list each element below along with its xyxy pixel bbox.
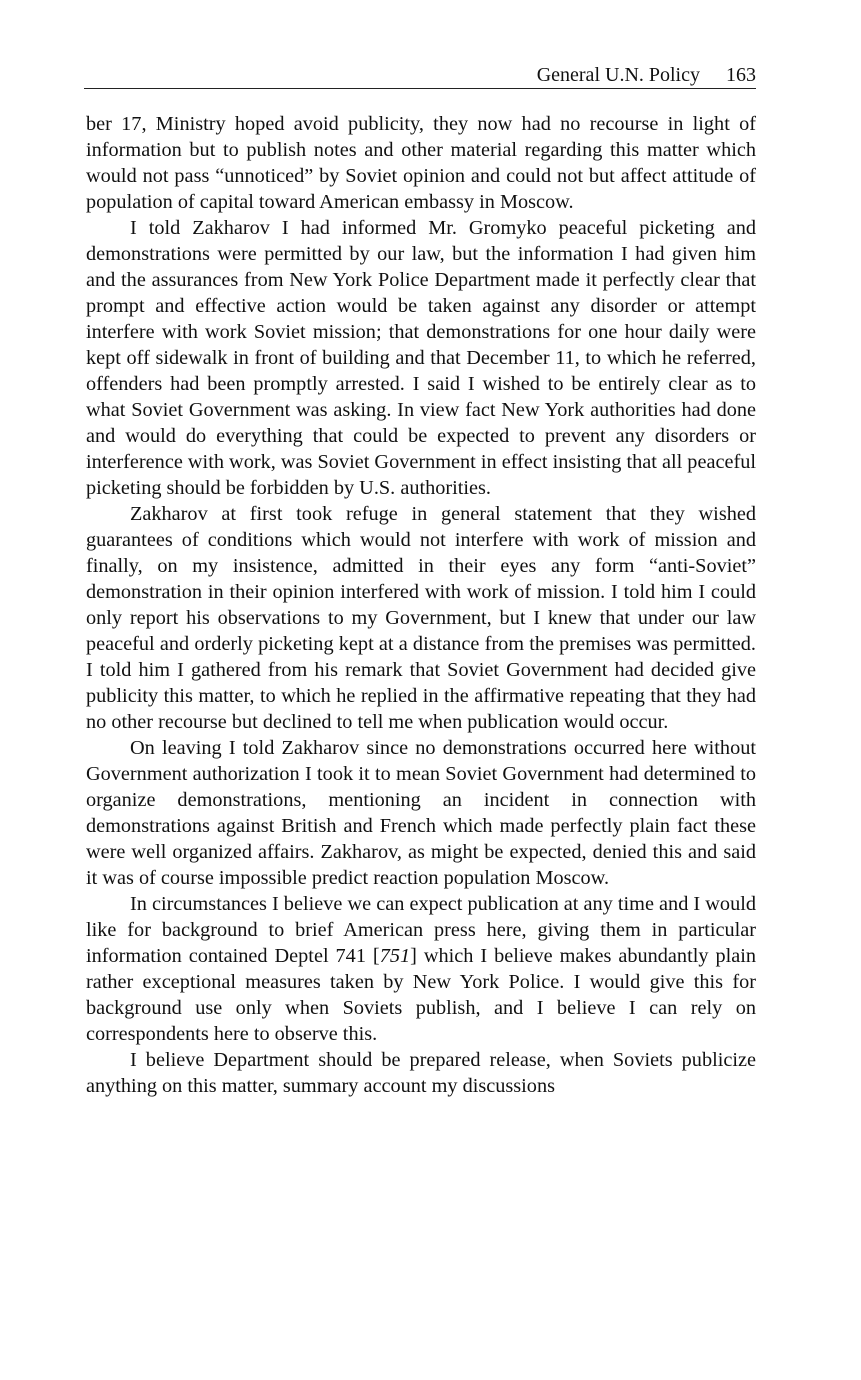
paragraph-5-text-after: ] which I believe makes abundantly plain rather exceptional measures taken by New York Police. I would give this for background use only when Soviets publish, and I believe I can rely on correspondents here to observe this. bbox=[86, 945, 756, 1045]
running-header bbox=[84, 62, 756, 89]
paragraph-6: I believe Department should be prepared release, when Soviets publicize anything on this matter, summary account my discussions bbox=[86, 1049, 756, 1097]
running-title: General U.N. Policy bbox=[536, 64, 700, 86]
page-number: 163 bbox=[726, 64, 756, 86]
paragraph-5 bbox=[86, 891, 756, 1047]
document-reference-number: 751 bbox=[379, 945, 411, 967]
paragraph-5-text-before: In circumstances I believe we can expect publication at any time and I would like for background to brief American press here, giving them in particular information contained Deptel 741 [ bbox=[86, 893, 756, 967]
paragraph-4: On leaving I told Zakharov since no demonstrations occurred here without Government authorization I took it to mean Soviet Government had determined to organize demonstrations, mentioning an incident in connection with demonstrations against British and French which made perfectly plain fact these were well organized affairs. Zakharov, as might be expected, denied this and said it was of course impossible predict reaction population Moscow. bbox=[86, 737, 756, 889]
body-text bbox=[86, 111, 756, 1099]
paragraph-2: I told Zakharov I had informed Mr. Gromyko peaceful picketing and demonstrations were permitted by our law, but the information I had given him and the assurances from New York Police Department made it perfectly clear that prompt and effective action would be taken against any disorder or attempt interfere with work Soviet mission; that demonstrations for one hour daily were kept off sidewalk in front of building and that December 11, to which he referred, offenders had been promptly arrested. I said I wished to be entirely clear as to what Soviet Government was asking. In view fact New York authorities had done and would do everything that could be expected to prevent any disorders or interference with work, was Soviet Government in effect insisting that all peaceful picketing should be forbidden by U.S. authorities. bbox=[86, 217, 756, 499]
paragraph-3: Zakharov at first took refuge in general statement that they wished guarantees of conditions which would not interfere with work of mission and finally, on my insistence, admitted in their eyes any form “anti-Soviet” demonstration in their opinion interfered with work of mission. I told him I could only report his observations to my Government, but I knew that under our law peaceful and orderly picketing kept at a distance from the premises was permitted. I told him I gathered from his remark that Soviet Government had decided give publicity this matter, to which he replied in the affirmative repeating that they had no other recourse but declined to tell me when publication would occur. bbox=[86, 503, 756, 733]
paragraph-1: ber 17, Ministry hoped avoid publicity, they now had no recourse in light of information but to publish notes and other material regarding this matter which would not pass “unnoticed” by Soviet opinion and could not but affect attitude of population of capital toward American embassy in Moscow. bbox=[86, 113, 756, 213]
